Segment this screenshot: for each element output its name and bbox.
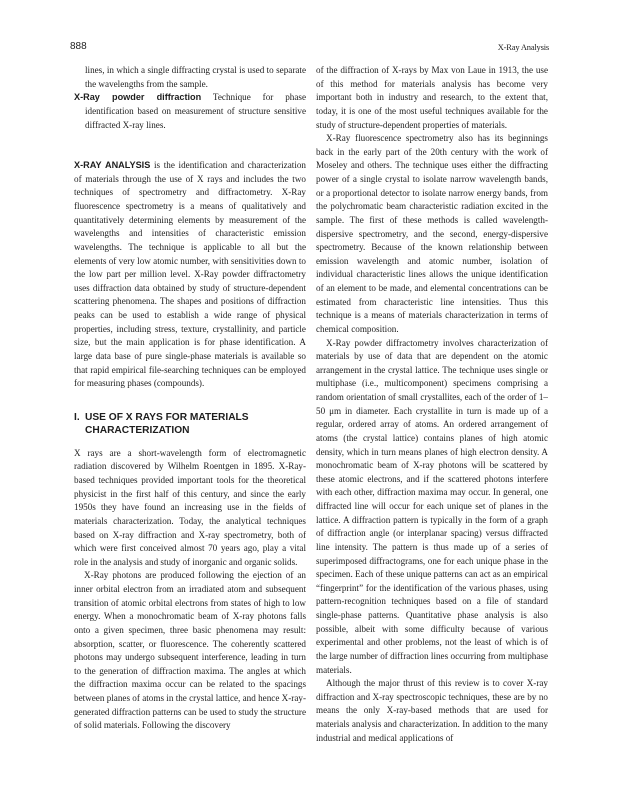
body-paragraph: X-Ray photons are produced following the ejection of an inner orbital electron from an irradiated atom and subsequent transition of atomic orbital electrons from states of high to low energy. When a monochromatic beam of X-ray photons falls onto a given specimen, three basic phenomena may result: absorption, scatter, or fluorescence. The coherently scattered photons may undergo subsequent interference, leading in turn to the generation of diffraction maxima. The angles at which the diffraction maxima occur can be related to the spacings between planes of atoms in the crystal lattice, and hence X-ray-generated diffraction patterns can be used to study the structure of solid materials. Following the discovery [74,570,306,731]
running-title: X-Ray Analysis [497,42,549,52]
body-paragraph: X rays are a short-wavelength form of electromagnetic radiation discovered by Wilhelm Roentgen in 1895. X-Ray-based techniques provided important tools for the theoretical physicist in the first half of this century, and since the early 1950s they have found an increasing use in the fields of materials characterization. Today, the analytical techniques based on X-ray diffraction and X-ray spectrometry, both of which were first conceived almost 70 years ago, play a vital role in the analysis and study of inorganic and organic solids. [74,447,306,567]
entry-paragraph [74,159,306,391]
section-number: I. [74,411,80,423]
body-paragraph: X-Ray fluorescence spectrometry also has its beginnings back in the early part of the 20th century with the work of Moseley and others. The technique uses either the diffracting power of a single crystal to isolate narrow wavelength bands, or a proportional detector to isolate narrow energy bands, from the polychromatic beam characteristic radiation excited in the sample. The first of these methods is called wavelength-dispersive spectrometry, and the second, energy-dispersive spectrometry. Because of the known relationship between emission wavelength and atomic number, isolation of individual characteristic lines allows the unique identification of an element to be made, and elemental concentrations can be estimated from characteristic line intensities. Thus this technique is a means of materials characterization in terms of chemical composition. [316,133,548,334]
definition-continuation: lines, in which a single diffracting crystal is used to separate the wavelengths from the sample. [85,65,306,89]
section-heading [74,411,306,438]
page-number: 888 [70,41,87,52]
right-column [316,64,548,745]
left-column [74,64,306,733]
body-paragraph: X-Ray powder diffractometry involves characterization of materials by use of data that are dependent on the atomic arrangement in the crystal lattice. The technique uses single or multiphase (i.e., multicomponent) specimens comprising a random orientation of small crystallites, each of the order of 1–50 μm in diameter. Each crystallite in turn is made up of a regular, ordered array of atoms. An ordered arrangement of atoms (the crystal lattice) contains planes of high atomic density, which in turn means planes of high electron density. A monochromatic beam of X-ray photons will be scattered by these atomic electrons, and if the scattered photons interfere with each other, diffraction maxima may occur. In general, one diffracted line will occur for each unique set of planes in the lattice. A diffraction pattern is typically in the form of a graph of diffraction angle (or interplanar spacing) versus diffracted line intensity. The pattern is thus made up of a series of superimposed diffractograms, one for each unique phase in the specimen. Each of these unique patterns can act as an empirical “fingerprint” for the identification of the various phases, using pattern-recognition techniques based on a file of standard single-phase patterns. Quantitative phase analysis is also possible, albeit with some difficulty because of various experimental and other problems, not the least of which is of the large number of diffraction lines occurring from multiphase materials. [316,337,548,675]
entry-term: X-RAY ANALYSIS [74,160,151,171]
definition-term: X-Ray powder diffraction [74,92,202,103]
entry-text: is the identification and characterization of materials through the use of X rays and includes the two techniques of spectrometry and diffractometry. X-Ray fluorescence spectrometry is a means of qualitatively and quantitatively determining elements by measurement of the wavelengths and intensities of characteristic emission wavelengths. The technique is applicable to all but the elements of very low atomic number, with sensitivities down to the low part per million level. X-Ray powder diffractometry uses diffraction data obtained by study of structure-dependent scattering phenomena. The shapes and positions of diffraction peaks can be used to establish a wide range of physical properties, including stress, texture, crystallinity, and particle size, but the main application is for phase identification. A large data base of pure single-phase materials is available so that rapid empirical file-searching techniques can be employed for measuring phases (compounds). [74,160,306,389]
definition-text: Technique for phase identification based on measurement of structure sensitive diffracted X-ray lines. [85,92,306,130]
body-paragraph: of the diffraction of X-rays by Max von Laue in 1913, the use of this method for materials analysis has become very important both in industry and research, to the extent that, today, it is one of the most useful techniques available for the study of structure-dependent properties of materials. [316,65,548,130]
body-paragraph: Although the major thrust of this review is to cover X-ray diffraction and X-ray spectroscopic techniques, these are by no means the only X-ray-based methods that are used for materials analysis and characterization. In addition to the many industrial and medical applications of [316,678,548,743]
definition-powder-diffraction [74,91,306,132]
section-title: USE OF X RAYS FOR MATERIALS CHARACTERIZATION [85,411,249,437]
